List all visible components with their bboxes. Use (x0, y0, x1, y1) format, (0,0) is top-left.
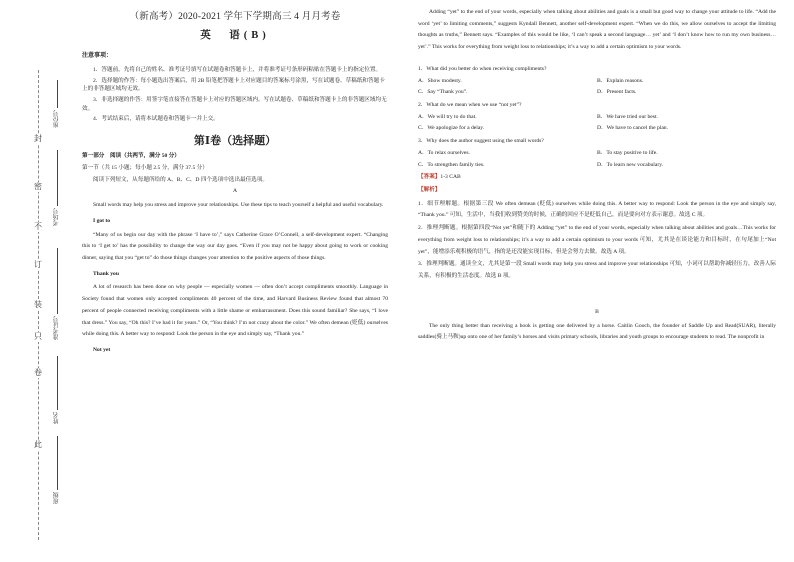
paragraph: Adding “yet” to the end of your words, especially when talking about abilities and goals is a small but good way to change your attitude to life. “Add the word ‘yet’ to limiting comments,” suggests Kyndall Bennett, another self-development expert. “When we do this, we allow ourselves to accept the limiting thoughts as truths,” Bennett says. “Examples of this would be like, ‘I can’t speak a second language… yet’ and ‘I don’t know how to run my own business… yet’.” This works for everything from weight loss to relationships; it’s a way to add a certain optimism to your words. (418, 9, 776, 51)
option: B．We have tried our best. (597, 113, 658, 120)
exam-room-label: 考场号 (54, 208, 60, 226)
notice-item: 4．考试结束后，请将本试题卷和答题卡一并上交。 (93, 116, 219, 123)
seal-char: 只 (30, 332, 46, 342)
name-line (57, 356, 58, 410)
seal-char: 不 (30, 222, 46, 232)
question: 1．What did you better do when receiving compliments? (418, 65, 547, 72)
option: C．To strengthen family ties. (418, 161, 485, 168)
explanation: 2．推理判断题。根据第四段“Not yet”和随下的 Adding “yet” to the end of your words, especially when talking about abilities and goals…This works for everything from weight loss to relationships; it’s a way to add a certain optimism to your words 可知，尤其是在谈论能力和目标时，在句尾加上“Not yet”，能增添乐观积极的语气，指的是还没能实现目标，但是会努力去做。故选 A 项。 (418, 225, 776, 255)
subheading: Thank you (93, 270, 119, 277)
option: A．We will try to do that. (418, 113, 477, 120)
seal-char: 订 (30, 260, 46, 270)
admission-number-label: 准考证号 (54, 316, 60, 340)
explanation-label: 【解析】 (418, 186, 441, 193)
paragraph: Small words may help you stress and improve your relationships. Use these tips to teach yourself a helpful and useful vocabulary. (93, 202, 384, 209)
question-options (418, 78, 776, 96)
seat-number-label: 座位号 (54, 110, 60, 128)
question-options (418, 150, 776, 168)
notice-item: 1．答题前，先将自己的姓名、准考证号填写在试题卷和答题卡上，并将准考证号条形码粘贴在答题卡上的指定位置。 (93, 67, 382, 74)
left-column (82, 0, 388, 354)
binding-margin (0, 0, 64, 562)
name-label: 姓名 (54, 412, 60, 424)
instruction: 阅读下列短文，从每题所给的 A、B、C、D 四个选项中选出最佳选项。 (93, 176, 268, 183)
part-one-heading: 第一部分 阅读（共两节，满分 50 分） (82, 153, 180, 160)
class-label: 班级 (54, 492, 60, 504)
paragraph: The only thing better than receiving a book is getting one delivered by a horse. Caitlin Gooch, the founder of Saddle Up and Read(SUAR), literally saddles(骑上马鞍)up onto one of her family’s horses and visits primary schools, libraries and youth groups to encourage students to read. The nonprofit in (418, 322, 776, 341)
question-options (418, 114, 776, 132)
seat-number-line (57, 80, 58, 108)
seal-char: 卷 (30, 368, 46, 378)
paragraph: “Many of us begin our day with the phrase ‘I have to’,” says Catherine Grace O’Connell, a self-development expert. “Changing this to ‘I get to’ has the possibility to change the way our day goes. “Even if you may not be happy about going to work or cooking dinner, saying that you “get to” do those things changes your attention to the positive aspects of those things. (82, 231, 388, 262)
subheading: Not yet (93, 347, 111, 354)
part-title: 第Ⅰ卷（选择题） (193, 135, 277, 148)
question: 3．Why does the author suggest using the small words? (418, 138, 544, 145)
passage-letter: A (232, 188, 238, 195)
notice-item: 2．选择题的作答：每小题选出答案后，用 2B 铅笔把答题卡上对应题目的答案标号涂黑，写在试题卷、草稿纸和答题卡上的非答题区域均无效。 (82, 77, 385, 93)
option: C．Say “Thank you”. (418, 89, 468, 96)
seal-char: 装 (30, 300, 46, 310)
question: 2．What do we mean when we use “not yet”? (418, 102, 522, 109)
seal-char: 封 (30, 134, 46, 144)
seal-char: 密 (30, 182, 46, 192)
explanation: 3．推理判断题。通读全文，尤其是第一段 Small words may help you stress and improve your relationships 可知，小词可以帮助你减轻压力，改善人际关系，有积极的生活态度。故选 B 项。 (418, 261, 776, 280)
class-line (57, 436, 58, 490)
notice-item: 3．非选择题的作答：用签字笔直接答在答题卡上对应的答题区域内。写在试题卷、草稿纸和答题卡上的非答题区域均无效。 (82, 97, 387, 112)
right-column (418, 0, 776, 344)
exam-title: （新高考）2020-2021 学年下学期高三 4 月月考卷 (129, 12, 341, 22)
seal-char: 此 (30, 440, 46, 450)
paragraph: A lot of research has been done on why people — especially women — often don’t accept compliments smoothly. Language in Society found that women only accepted compliments 40 percent of the time, and Harvard Business Review found that almost 70 percent of people connected receiving compliments with a little shame or embarrassment. Does this sound familiar? She says, “I love that dress.” You say, “Oh this? I’ve had it for years.” Or, “You think? I’m not crazy about the color.” We often demean (贬低) ourselves while doing this. A better way to respond: Look the person in the eye and simply say, “Thank you.” (82, 284, 388, 338)
option: D．To learn new vocabulary. (597, 161, 664, 168)
option: A．To relax ourselves. (418, 149, 470, 156)
notice-title: 注意事项： (82, 52, 113, 59)
answer-label: 【答案】 (418, 174, 441, 181)
option: B．To stay positive to life. (597, 149, 658, 156)
option: D．Present facts. (597, 89, 637, 96)
section-heading: 第一节（共 15 小题；每小题 2.5 分，满分 37.5 分） (82, 165, 208, 171)
answer-value: 1-3 CAB (440, 174, 461, 181)
explanation: 1．细节理解题。根据第三段 We often demean (贬低) ourselves while doing this. A better way to respond: Look the person in the eye and simply say, “Thank you.” 可知，生活中，当我们收到赞美的时候，正确的回应不是贬低自己，而是要向对方表示谢意。故选 C 项。 (418, 200, 776, 219)
subject-title: 英 语(B) (200, 30, 270, 42)
admission-number-line (57, 248, 58, 314)
option: C．We apologize for a delay. (418, 125, 485, 132)
subheading: I got to (93, 217, 111, 224)
answer-line (418, 174, 776, 181)
option: B．Explain reasons. (597, 77, 644, 84)
passage-letter: B (595, 308, 599, 315)
option: D．We have to cancel the plan. (597, 125, 668, 132)
exam-room-line (57, 150, 58, 206)
option: A．Show modesty. (418, 77, 462, 84)
